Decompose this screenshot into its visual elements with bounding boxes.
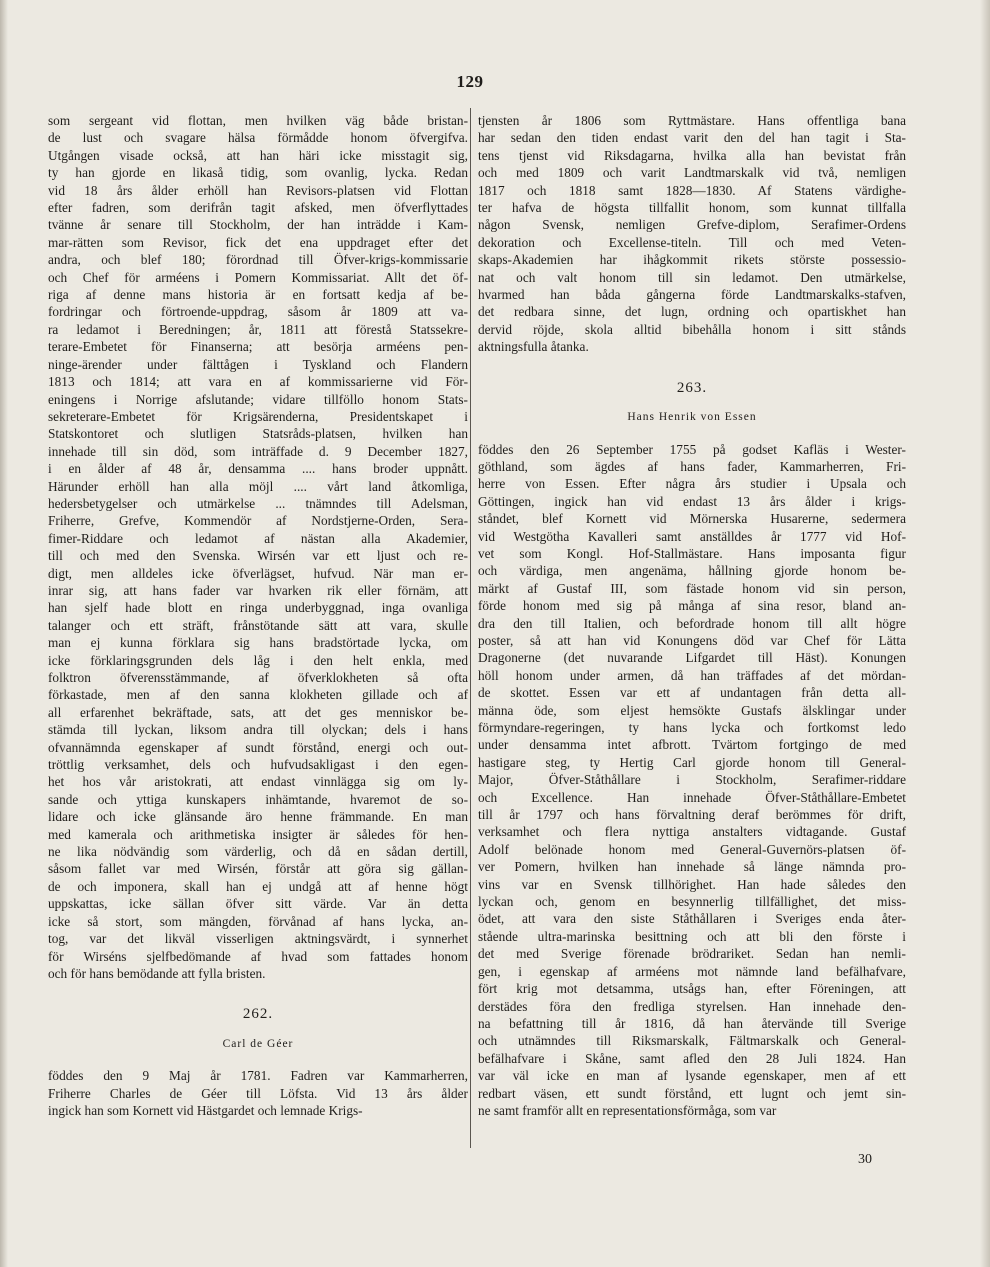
section-heading-carl-de-geer: Carl de Géer	[222, 1037, 294, 1050]
text-line: andra, och blef 180; förordnad till Öfver-krigs-kommissarie	[48, 252, 468, 268]
paragraph-de-geer-continued	[478, 112, 906, 356]
text-line: ödet, att vara den siste Ståthållaren i Sveriges enda åter-	[478, 911, 906, 927]
text-line: ter hafva de högsta tillfallit honom, som kunnat tillfalla	[478, 200, 906, 216]
text-line: mar-rätten som Revisor, fick det ena uppdraget efter det	[48, 234, 468, 250]
text-line: var väl icke en man af lysande egenskaper, men af ett	[478, 1068, 906, 1084]
text-line: under densamma intet afbrott. Tvärtom fortgingo de med	[478, 737, 906, 753]
text-line: ra ledamot i Beredningen; år, 1811 att förestå Statssekre-	[48, 321, 468, 337]
text-line: ne lika nödvändig som värderlig, och då en sådan dertill,	[48, 844, 468, 860]
text-line: Härunder erhöll han alla möjl .... vårt land åtkomliga,	[48, 478, 468, 494]
text-line: och med 1809 och varit Landtmarskalk vid två, nemligen	[478, 165, 906, 181]
text-line: tog, var det likväl visserligen aktningsvärdt, i synnerhet	[48, 931, 468, 947]
text-line: tens tjenst vid Riksdagarna, hvilka alla han bevistat från	[478, 147, 906, 163]
text-line: talanger och ett sträft, frånstötande sätt att vara, skulle	[48, 617, 468, 633]
text-line: man ej kunna förklara sig hans bradstörtade lycka, om	[48, 635, 468, 651]
text-line: nat och valt honom till sin ledamot. Den utmärkelse,	[478, 269, 906, 285]
text-line: har sedan den tiden endast varit den del han tagit i Sta-	[478, 130, 906, 146]
text-line: lidare och icke glänsande äro henne främmande. En man	[48, 809, 468, 825]
text-line: tjensten år 1806 som Ryttmästare. Hans offentliga bana	[478, 113, 906, 128]
text-line: förmyndare-regeringen, ty hans lycka och fortkomst ledo	[478, 720, 906, 735]
text-line: skaps-Akademien har ihågkommit rikets störste possessio-	[478, 252, 906, 268]
text-line: dra den till Italien, och befordrade honom till allt högre	[478, 615, 906, 631]
text-line: sande och yttiga kunskapers inhämtande, hvaremot de so-	[48, 791, 468, 807]
text-line: sekreterare-Embetet för Krigsärenderna, Presidentskapet i	[48, 408, 468, 424]
text-line: innehade till sin död, som inträffade d. 9 December 1827,	[48, 443, 468, 459]
text-line: tröttlig verksamhet, dels och hufvudsakligast i den egen-	[48, 757, 468, 773]
text-line: inrar sig, att hans fader var hvarken rik eller förnäm, att	[48, 582, 468, 598]
text-line: ståndet, blef Kornett vid Mörnerska Husarerne, sedermera	[478, 511, 906, 527]
text-line: ty han gjorde en likaså tidig, som ovanlig, lycka. Redan	[48, 165, 468, 181]
text-line: höll honom under armen, då han träffades af det mördan-	[478, 667, 906, 683]
text-line: 1813 och 1814; att vara en af kommissarierne vid För-	[48, 374, 468, 390]
text-line: vins var en Svensk tillhörighet. Han hade således den	[478, 876, 906, 892]
page-edge-left	[0, 0, 8, 1267]
text-line: riga af denne mans historia är en fortsatt kedja af be-	[48, 287, 468, 303]
page-number: 129	[456, 72, 484, 91]
text-line: ne samt framför allt en representationsförmåga, som var	[478, 1102, 777, 1118]
text-line: Adolf belönade honom med General-Guvernörs-platsen öf-	[478, 841, 906, 857]
text-line: och Chef för arméens i Pomern Kommissariat. Allt det öf-	[48, 269, 468, 285]
text-line: hvarmed han båda gångerna förde Landtmarskalks-stafven,	[478, 287, 906, 303]
column-divider	[470, 108, 471, 1148]
text-line: och värdiga, men angenäma, hållning gjorde honom be-	[478, 563, 906, 579]
text-line: de och imponera, skall han ej undgå att af henne högt	[48, 878, 468, 894]
text-line: herre von Essen. Efter några års studier i Upsala och	[478, 476, 906, 492]
text-line: någon Svensk, nemligen Grefve-diplom, Serafimer-Ordens	[478, 217, 906, 233]
signature-mark: 30	[858, 1152, 872, 1167]
text-line: Friherre, Grefve, Kommendör af Nordstjerne-Orden, Sera-	[48, 513, 468, 529]
text-line: Göttingen, ingick han vid endast 13 års ålder i krigs-	[478, 493, 906, 509]
text-line: poster, så att han vid Konungens död var Chef för Lätta	[478, 632, 906, 648]
paragraph-wirsen-biography	[48, 112, 468, 982]
text-line: icke förklaringsgrunden dels låg i den helt enkla, med	[48, 652, 468, 668]
left-column	[48, 112, 468, 1119]
text-line: och utnämndes till Riksmarskalk, Fältmarskalk och General-	[478, 1033, 906, 1049]
text-line: stämda till lyckan, liksom andra till olyckan; dels i hans	[48, 722, 468, 738]
text-line: ninge-ärender under fälttågen i Tyskland och Flandern	[48, 356, 468, 372]
text-line: Major, Öfver-Ståthållare i Stockholm, Serafimer-riddare	[478, 772, 906, 788]
text-line: 1817 och 1818 samt 1828—1830. Af Statens värdighe-	[478, 182, 906, 198]
text-line: som sergeant vid flottan, men hvilken väg både bristan-	[48, 113, 468, 128]
text-line: efter fadren, som derifrån tagit afsked, men öfverflyttades	[48, 200, 468, 216]
text-line: fimer-Riddare och ledamot af nästan alla Akademier,	[48, 530, 468, 546]
text-line: terare-Embetet för Finanserna; att besörja arméens pen-	[48, 339, 468, 355]
text-line: till år 1797 och hans förvaltning deraf berömmes för drift,	[478, 807, 906, 823]
text-line: ingick han som Kornett vid Hästgardet och lemnade Krigs-	[48, 1102, 363, 1118]
text-line: verksamhet och flera nyttiga anstalters vidtagande. Gustaf	[478, 824, 906, 840]
text-line: Friherre Charles de Géer till Löfsta. Vid 13 års ålder	[48, 1085, 468, 1101]
text-line: befälhafvare i Skåne, samt afled den 28 Juli 1824. Han	[478, 1050, 906, 1066]
section-heading-von-essen: Hans Henrik von Essen	[627, 411, 757, 424]
text-line: Utgången visade också, att han häri icke misstagit sig,	[48, 147, 468, 163]
text-line: Statskontoret och slutligen Statsråds-platsen, hvilken han	[48, 426, 468, 442]
text-line: het hos vår aristokrati, att endast vinnlägga sig om ly-	[48, 774, 468, 790]
text-line: vet som Kongl. Hof-Stallmästare. Hans imposanta figur	[478, 545, 906, 561]
text-line: till och med den Svenska. Wirsén var ett ljust och re-	[48, 548, 468, 564]
text-line: föddes den 9 Maj år 1781. Fadren var Kammarherren,	[48, 1068, 468, 1084]
text-line: ofvannämnda egenskaper af sundt förstånd, energi och out-	[48, 739, 468, 755]
text-line: och Excellence. Han innehade Öfver-Ståthållare-Embetet	[478, 789, 906, 805]
text-line: hedersbetygelser och utmärkelse ... tnämndes till Adelsman,	[48, 495, 468, 511]
text-line: vid 18 års ålder erhöll han Revisors-platsen vid Flottan	[48, 182, 468, 198]
text-line: och för hans bemödande att fylla bristen.	[48, 965, 266, 981]
text-line: han sjelf hade blott en ringa underbyggnad, inga ovanliga	[48, 600, 468, 616]
text-line: Dragonerne (det nuvarande Lifgardet till Häst). Konungen	[478, 650, 906, 666]
text-line: folktron öfverensstämmande, af öfverklokheten så ofta	[48, 670, 468, 685]
right-column	[478, 112, 906, 1119]
text-line: med kamerala och arithmetiska insigter är således för hen-	[48, 826, 468, 842]
text-line: tvänne år senare till Stockholm, der han inträdde i Kam-	[48, 217, 468, 233]
text-line: uppskattas, icke sällan öfver sitt värde. Var än detta	[48, 896, 468, 912]
text-line: märkt af Gustaf III, som fästade honom vid sin person,	[478, 580, 906, 596]
text-line: de skottet. Essen var ett af undantagen från detta all-	[478, 685, 906, 701]
text-line: ver Pomern, hvilken han innehade så länge nämnda pro-	[478, 859, 906, 875]
text-line: aktningsfulla åtanka.	[478, 339, 589, 355]
text-line: fordringar och förtroende-uppdrag, såsom år 1809 att va-	[48, 304, 468, 320]
section-number-263: 263.	[676, 379, 708, 396]
text-line: vid Westgötha Kavalleri samt anställdes år 1777 vid Hof-	[478, 528, 906, 544]
text-line: na befattning till år 1816, då han återvände till Sverige	[478, 1015, 906, 1031]
text-line: männa öde, som eljest hemsökte Gustafs älsklingar under	[478, 702, 906, 718]
text-line: det med Sverige förenade brödrariket. Sedan han nemli-	[478, 946, 906, 962]
text-line: göthland, som ägdes af hans fader, Kammarherren, Fri-	[478, 458, 906, 474]
text-line: stående ultra-marinska besittning och att bli den förste i	[478, 928, 906, 944]
text-line: föddes den 26 September 1755 på godset Kafläs i Wester-	[478, 441, 906, 457]
text-line: icke så stort, som mängden, förvånad af hans lycka, an-	[48, 913, 468, 929]
text-line: de lust och svagare hälsa förmådde honom öfvergifva.	[48, 130, 468, 146]
text-line: eningens i Norrige afslutande; vidare tillföllo honom Stats-	[48, 391, 468, 407]
text-line: dekoration och Excellense-titeln. Till och med Veten-	[478, 234, 906, 250]
text-line: det redbara sinne, det lugn, ordning och opartiskhet han	[478, 304, 906, 320]
text-line: såsom fallet var med Wirsén, förstår att göra sig gällan-	[48, 861, 468, 877]
text-line: redbart väsen, ett sundt förstånd, ett lugnt och jemt sin-	[478, 1085, 906, 1101]
text-line: gen, i egenskap af arméens mot nämnde land befälhafvare,	[478, 963, 906, 979]
text-line: fört krig mot detsamma, utsågs han, efter Föreningen, att	[478, 981, 906, 997]
text-line: hastigare steg, ty Hertig Carl gjorde honom till General-	[478, 754, 906, 770]
text-line: förkastade, men af den sanna klokheten gillade och af	[48, 687, 468, 703]
text-line: förde honom med sig på många af sina resor, bland an-	[478, 598, 906, 614]
text-line: i en ålder af 48 år, densamma .... hans broder uppnått.	[48, 461, 468, 477]
text-line: lyckan och, genom en besynnerlig tillfällighet, det miss-	[478, 894, 906, 910]
text-line: digt, men alldeles icke öfverlägset, hufvud. När man er-	[48, 565, 468, 581]
text-line: dervid röjde, skola alltid bibehålla honom i sitt stånds	[478, 321, 906, 337]
text-line: för Wirséns sjelfbedömande af hvad som fattades honom	[48, 948, 468, 964]
paragraph-de-geer-biography	[48, 1067, 468, 1119]
section-number-262: 262.	[242, 1006, 274, 1023]
page-edge-right	[980, 0, 990, 1267]
text-line: derstädes föra den fredliga styrelsen. Han innehade den-	[478, 998, 906, 1014]
paragraph-von-essen-biography	[478, 441, 906, 1120]
text-line: all erfarenhet bekräftade, sats, att det ges menniskor be-	[48, 704, 468, 720]
